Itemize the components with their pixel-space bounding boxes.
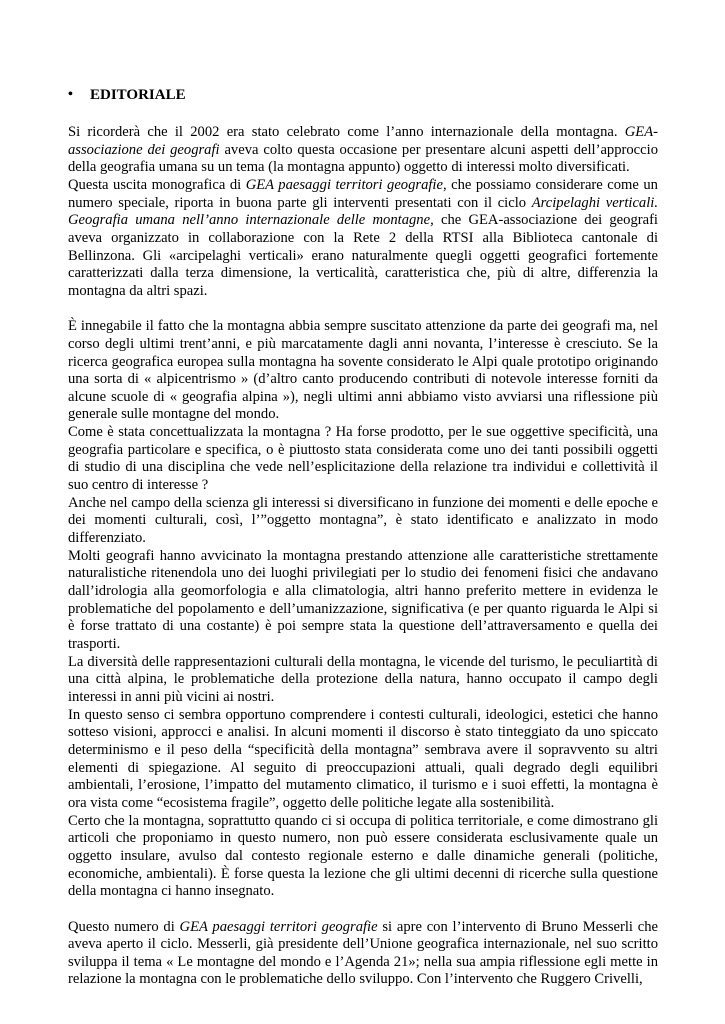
paragraph — [68, 707, 658, 813]
bullet-icon: • — [68, 87, 73, 102]
text-run: Certo che la montagna, soprattutto quando ci si occupa di politica territoriale, e come dimostrano gli articoli che proponiamo in questo numero, non può essere considerata esclusivamente quale un oggetto insulare, avulso dal contesto regionale esterno e dalle dinamiche generali (politiche, economiche, ambientali). È forse questa la lezione che gli ultimi decenni di ricerche sulla questione della montagna ci hanno insegnato. — [68, 812, 658, 900]
text-run: Questo numero di — [68, 918, 180, 935]
paragraph — [68, 548, 658, 654]
italic-text: GEA paesaggi territori geografie — [179, 918, 378, 935]
text-run: La diversità delle rappresentazioni culturali della montagna, le vicende del turismo, le peculiartità di una città alpina, le problematiche della protezione della natura, hanno occupato il campo degli interessi in anni più vicini ai nostri. — [68, 653, 658, 705]
text-run: Come è stata concettualizzata la montagna ? Ha forse prodotto, per le sue oggettive specificità, una geografia particolare e specifica, o è piuttosto stata considerata come uno dei tanti possibili oggetti di studio di una disciplina che vede nell’esplicitazione della relazione tra individui e collettività il suo centro di interesse ? — [68, 424, 658, 494]
text-run: Molti geografi hanno avvicinato la montagna prestando attenzione alle caratteristiche strettamente naturalistiche ritenendola uno dei luoghi privilegiati per lo studio dei fenomeni fisici che andavano dall’idrologia alla geomorfologia e alla climatologia, altri hanno preferito mettere in evidenza le problematiche del popolamento e dell’umanizzazione, significativa (e per quanto riguarda le Alpi si è forse trattato di una costante) è poi sempre stata la questione dell’attraversamento e quella dei trasporti. — [68, 547, 658, 653]
text-run: È innegabile il fatto che la montagna abbia sempre suscitato attenzione da parte dei geografi ma, nel corso degli ultimi trent’anni, e più marcatamente dagli anni novanta, l’interesse è cresciuto. Se la ricerca geografica europea sulla montagna ha sovente considerato le Alpi quale prototipo originando una sorta di « alpicentrismo » (d’altro canto producendo contributi di notevole interesse forniti da alcune scuole di « geografia alpina »), negli ultimi anni abbiamo visto avviarsi una riflessione più generale sulle montagne del mondo. — [68, 318, 658, 423]
text-run: aveva colto questa occasione per presentare alcuni aspetti dell’approccio della geografia umana su un tema (la montagna appunto) oggetto di interessi molto diversificati. — [68, 141, 658, 176]
paragraph — [68, 318, 658, 424]
italic-text: Arcipelaghi verticali. Geografia umana nell’anno internazionale delle montagne, — [68, 194, 658, 229]
paragraph — [68, 424, 658, 495]
text-run: si apre con l’intervento di Bruno Messerli che aveva aperto il ciclo. Messerli, già presidente dell’Unione geografica internazionale, nel suo scritto sviluppa il tema « Le montagne del mondo e l’Agenda 21»; nella sua ampia riflessione egli mette in relazione la montagna con le problematiche dello sviluppo. Con l’intervento che Ruggero Crivelli, — [68, 918, 658, 988]
text-run: Anche nel campo della scienza gli interessi si diversificano in funzione dei momenti e delle epoche e dei momenti culturali, così, l’”oggetto montagna”, è stato identificato e analizzato in modo differenziato. — [68, 494, 658, 547]
paragraph — [68, 813, 658, 901]
section-heading — [68, 86, 658, 104]
text-run: , che possiamo considerare come un numero speciale, riporta in buona parte gli interventi presentati con il ciclo — [68, 176, 658, 211]
paragraph — [68, 177, 658, 301]
paragraph — [68, 919, 658, 990]
paragraph — [68, 654, 658, 707]
paragraph — [68, 124, 658, 177]
text-run: Si ricorderà che il 2002 era stato celebrato come l’anno internazionale della montagna. — [68, 124, 625, 140]
text-run: In questo senso ci sembra opportuno comprendere i contesti culturali, ideologici, estetici che hanno sotteso visioni, approcci e analisi. In alcuni momenti il discorso è stato tinteggiato da uno spiccato determinismo e il peso della “specificità della montagna” sembrava avere il sopravvento su altri elementi di spiegazione. Al seguito di preoccupazioni attuali, quali degrado degli equilibri ambientali, l’erosione, l’impatto del mutamento climatico, il turismo e i suoi effetti, la montagna è ora vista come “ecosistema fragile”, oggetto delle politiche legate alla sostenibilità. — [68, 706, 658, 811]
section-title: EDITORIALE — [90, 87, 186, 103]
text-run: Questa uscita monografica di — [68, 176, 246, 193]
italic-text: GEA paesaggi territori geografie — [245, 176, 443, 193]
italic-text: GEA-associazione dei geografi — [68, 124, 658, 158]
body-text — [68, 124, 658, 989]
text-run: che GEA-associazione dei geografi aveva organizzato in collaborazione con la Rete 2 della RTSI alla Biblioteca cantonale di Bellinzona. Gli «arcipelaghi verticali» erano naturalmente quegli oggetti geografici fortemente caratterizzati dalla terza dimensione, la verticalità, caratteristica che, più di altre, differenzia la montagna da altri spazi. — [68, 212, 658, 299]
document-page — [68, 86, 658, 989]
paragraph — [68, 495, 658, 548]
